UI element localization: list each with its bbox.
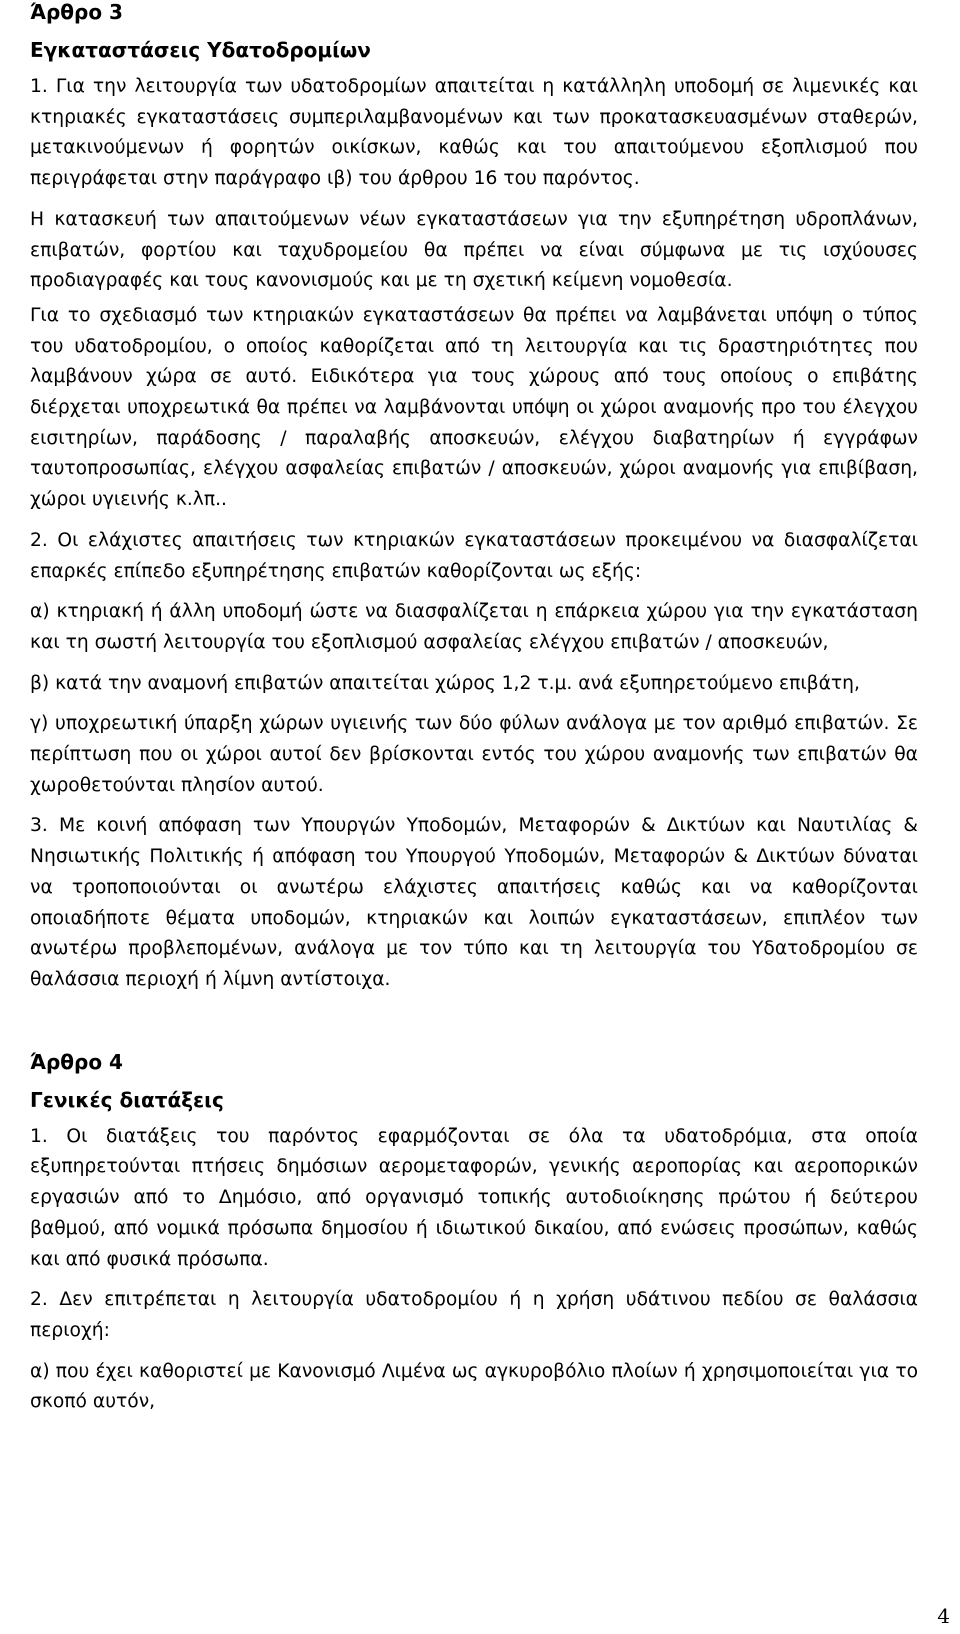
article-3-paragraph-5: 3. Με κοινή απόφαση των Υπουργών Υποδομών, Μεταφορών & Δικτύων και Ναυτιλίας & Νησιωτικής Πολιτικής ή απόφαση του Υπουργού Υποδομών, Μεταφορών & Δικτύων δύναται να τροποποιούνται οι ανωτέρω ελάχιστες απαιτήσεις καθώς και να καθορίζονται οποιαδήποτε θέματα υποδομών, κτηριακών και λοιπών εγκαταστάσεων, επιπλέον των ανωτέρω προβλεπομένων, ανάλογα με τον τύπο και τη λειτουργία του Υδατοδρομίου σε θαλάσσια περιοχή ή λίμνη αντίστοιχα. <box>30 815 918 990</box>
article-3-paragraph-3: Για το σχεδιασμό των κτηριακών εγκαταστάσεων θα πρέπει να λαμβάνεται υπόψη ο τύπος του υδατοδρομίου, ο οποίος καθορίζεται από τη λειτουργία και τις δραστηριότητες που λαμβάνουν χώρα σε αυτό. Ειδικότερα για τους χώρους από τους οποίους ο επιβάτης διέρχεται υποχρεωτικά θα πρέπει να λαμβάνονται υπόψη οι χώροι αναμονής προ του έλεγχου εισιτηρίων, παράδοσης / παραλαβής αποσκευών, ελέγχου διαβατηρίων ή εγγράφων ταυτοπροσωπίας, ελέγχου ασφαλείας επιβατών / αποσκευών, χώροι αναμονής για επιβίβαση, χώροι υγιεινής κ.λπ.. <box>30 304 918 511</box>
article-4-paragraph-1: 1. Οι διατάξεις του παρόντος εφαρμόζονται σε όλα τα υδατοδρόμια, στα οποία εξυπηρετούνται πτήσεις δημόσιων αερομεταφορών, γενικής αεροπορίας και αεροπορικών εργασιών από το Δημόσιο, από οργανισμό τοπικής αυτοδιοίκησης πρώτου ή δεύτερου βαθμού, από νομικά πρόσωπα δημοσίου ή ιδιωτικού δικαίου, από ενώσεις προσώπων, καθώς και από φυσικά πρόσωπα. <box>30 1125 918 1270</box>
article-3-paragraph-2: Η κατασκευή των απαιτούμενων νέων εγκαταστάσεων για την εξυπηρέτηση υδροπλάνων, επιβατών, φορτίου και ταχυδρομείου θα πρέπει να είναι σύμφωνα με τις ισχύουσες προδιαγραφές και τους κανονισμούς και με τη σχετική κείμενη νομοθεσία. <box>30 208 918 292</box>
article-3-item-c: γ) υποχρεωτική ύπαρξη χώρων υγιεινής των δύο φύλων ανάλογα με τον αριθμό επιβατών. Σε περίπτωση που οι χώροι αυτοί δεν βρίσκονται εντός του χώρου αναμονής των επιβατών θα χωροθετούνται πλησίον αυτού. <box>30 713 918 796</box>
article-3-item-b: β) κατά την αναμονή επιβατών απαιτείται χώρος 1,2 τ.μ. ανά εξυπηρετούμενο επιβάτη, <box>30 672 860 694</box>
document-page <box>30 0 918 1428</box>
article-3-paragraph-4: 2. Οι ελάχιστες απαιτήσεις των κτηριακών εγκαταστάσεων προκειμένου να διασφαλίζεται επαρκές επίπεδο εξυπηρέτησης επιβατών καθορίζονται ως εξής: <box>30 529 918 582</box>
article-3-subtitle: Εγκαταστάσεις Υδατοδρομίων <box>30 38 371 62</box>
article-4-item-a: α) που έχει καθοριστεί με Κανονισμό Λιμένα ως αγκυροβόλιο πλοίων ή χρησιμοποιείται για το σκοπό αυτόν, <box>30 1360 918 1413</box>
article-3-item-a: α) κτηριακή ή άλλη υποδομή ώστε να διασφαλίζεται η επάρκεια χώρου για την εγκατάσταση και τη σωστή λειτουργία του εξοπλισμού ασφαλείας ελέγχου επιβατών / αποσκευών, <box>30 601 918 653</box>
article-4-subtitle: Γενικές διατάξεις <box>30 1087 224 1112</box>
page-number: 4 <box>937 1604 950 1628</box>
article-3-title: Άρθρο 3 <box>30 0 123 24</box>
article-3-paragraph-1: 1. Για την λειτουργία των υδατοδρομίων απαιτείται η κατάλληλη υποδομή σε λιμενικές και κτηριακές εγκαταστάσεις συμπεριλαμβανομένων και των προκατασκευασμένων σταθερών, μετακινούμενων ή φορητών οικίσκων, καθώς και του απαιτούμενου εξοπλισμού που περιγράφεται στην παράγραφο ιβ) του άρθρου 16 του παρόντος. <box>30 76 918 190</box>
article-4-paragraph-2: 2. Δεν επιτρέπεται η λειτουργία υδατοδρομίου ή η χρήση υδάτινου πεδίου σε θαλάσσια περιοχή: <box>30 1289 918 1341</box>
article-4-title: Άρθρο 4 <box>30 1049 123 1074</box>
